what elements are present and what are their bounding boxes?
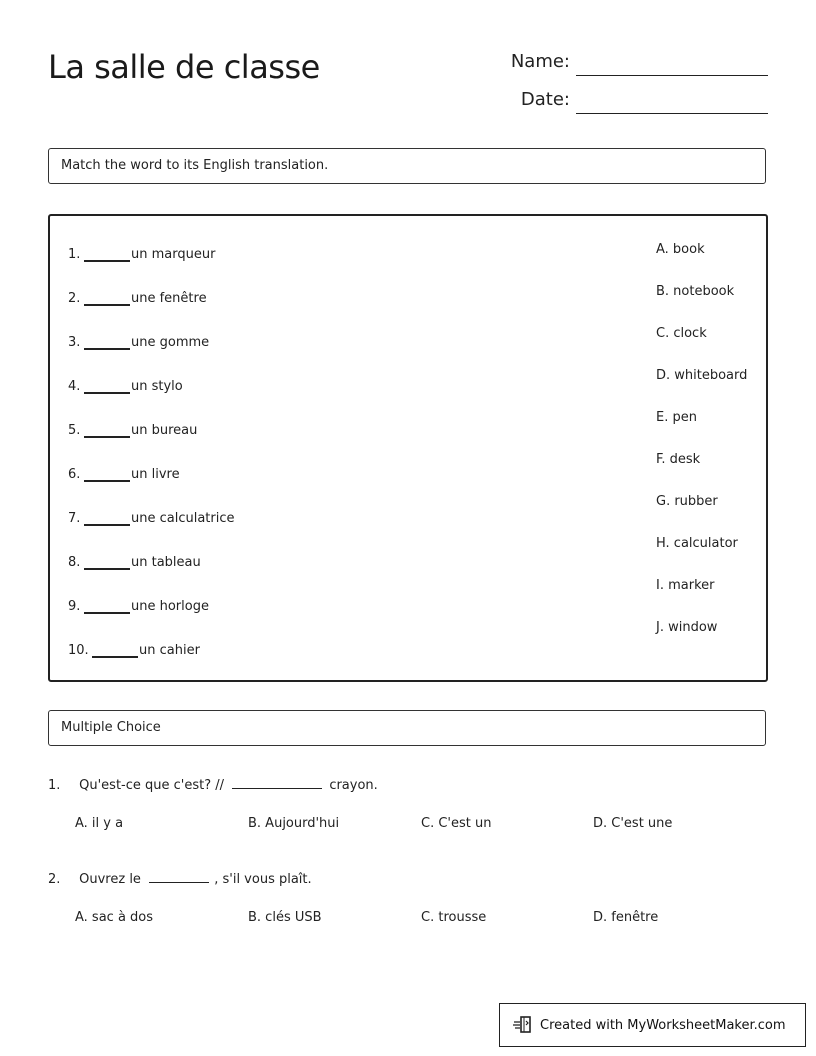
answer-item: C. clock: [656, 326, 707, 341]
match-word: une gomme: [131, 335, 210, 350]
question-text-before: Ouvrez le: [79, 872, 141, 887]
match-blank: [84, 378, 130, 394]
match-word: un tableau: [131, 555, 201, 570]
match-number: 10.: [68, 643, 89, 658]
mc-option: C. trousse: [421, 910, 487, 925]
footer-credit[interactable]: [499, 1003, 806, 1047]
match-word: un marqueur: [131, 247, 216, 262]
match-number: 4.: [68, 379, 81, 394]
date-field: [508, 88, 768, 112]
match-number: 8.: [68, 555, 81, 570]
match-word: une horloge: [131, 599, 209, 614]
mc-option: B. clés USB: [248, 910, 322, 925]
match-blank: [84, 598, 130, 614]
match-number: 5.: [68, 423, 81, 438]
match-blank: [84, 554, 130, 570]
match-item: [68, 242, 215, 262]
answer-item: D. whiteboard: [656, 368, 748, 383]
match-item: [68, 638, 200, 658]
answer-item: F. desk: [656, 452, 701, 467]
question-number: 1.: [48, 778, 61, 793]
answer-item: J. window: [656, 620, 718, 635]
match-item: [68, 462, 180, 482]
date-line: [576, 89, 768, 114]
match-number: 2.: [68, 291, 81, 306]
name-field: [508, 50, 768, 74]
match-number: 1.: [68, 247, 81, 262]
match-word: un livre: [131, 467, 180, 482]
match-item: [68, 418, 197, 438]
match-number: 3.: [68, 335, 81, 350]
multiple-choice-heading: Multiple Choice: [48, 710, 766, 746]
match-blank: [84, 246, 130, 262]
match-item: [68, 374, 183, 394]
question-text-after: crayon.: [329, 778, 378, 793]
match-word: un cahier: [139, 643, 200, 658]
page-title: La salle de classe: [48, 48, 320, 86]
match-blank: [84, 422, 130, 438]
matching-box: [48, 214, 768, 682]
match-word: une calculatrice: [131, 511, 235, 526]
match-number: 6.: [68, 467, 81, 482]
match-item: [68, 330, 209, 350]
footer-text: Created with MyWorksheetMaker.com: [540, 1017, 786, 1033]
mc-option: C. C'est un: [421, 816, 492, 831]
name-line: [576, 51, 768, 76]
match-blank: [84, 466, 130, 482]
answer-item: I. marker: [656, 578, 715, 593]
mc-option: A. il y a: [75, 816, 124, 831]
match-item: [68, 594, 209, 614]
answer-blank: [232, 776, 322, 789]
answer-item: B. notebook: [656, 284, 735, 299]
mc-option: D. C'est une: [593, 816, 673, 831]
answer-item: G. rubber: [656, 494, 718, 509]
date-label: Date:: [520, 89, 570, 110]
match-item: [68, 550, 201, 570]
matching-instruction: Match the word to its English translation.: [48, 148, 766, 184]
match-number: 9.: [68, 599, 81, 614]
mc-question: [48, 776, 378, 793]
mc-option: A. sac à dos: [75, 910, 154, 925]
answer-item: E. pen: [656, 410, 697, 425]
answer-item: H. calculator: [656, 536, 738, 551]
mc-option: B. Aujourd'hui: [248, 816, 340, 831]
answer-item: A. book: [656, 242, 705, 257]
match-number: 7.: [68, 511, 81, 526]
mc-option: D. fenêtre: [593, 910, 659, 925]
match-blank: [84, 510, 130, 526]
match-word: une fenêtre: [131, 291, 207, 306]
question-number: 2.: [48, 872, 61, 887]
match-blank: [84, 290, 130, 306]
question-text-before: Qu'est-ce que c'est? //: [79, 778, 225, 793]
match-word: un bureau: [131, 423, 198, 438]
answer-blank: [149, 870, 209, 883]
match-blank: [84, 334, 130, 350]
match-word: un stylo: [131, 379, 183, 394]
match-item: [68, 286, 207, 306]
match-item: [68, 506, 235, 526]
match-blank: [92, 642, 138, 658]
question-text-after: , s'il vous plaît.: [214, 872, 312, 887]
name-label: Name:: [510, 51, 570, 72]
mc-question: [48, 870, 312, 887]
worksheet-logo-icon: [512, 1014, 534, 1036]
